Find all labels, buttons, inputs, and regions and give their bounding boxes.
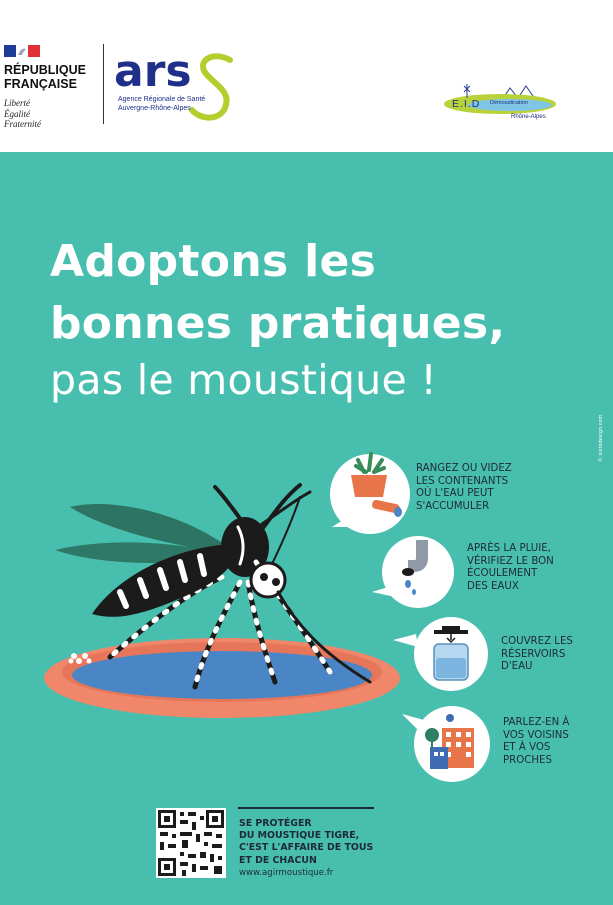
tip-4-text — [503, 717, 603, 767]
tip-2-line: DES EAUX — [467, 580, 519, 592]
footer-divider — [238, 807, 374, 809]
qr-code — [156, 808, 226, 878]
tip-4-line: PROCHES — [503, 754, 552, 766]
tip-3-line: RÉSERVOIRS — [501, 648, 566, 660]
marianne-flag-icon — [4, 45, 40, 57]
tip-4-line: PARLEZ-EN À — [503, 717, 570, 728]
ars-agency-label — [118, 95, 205, 113]
footer-message-line: C'EST L'AFFAIRE DE TOUS — [239, 842, 374, 854]
headline-line-2: bonnes pratiques, — [50, 298, 506, 349]
main-panel — [0, 152, 613, 905]
eid-name: E.I.D — [452, 98, 481, 110]
footer-message — [239, 818, 373, 867]
tip-2-line: ÉCOULEMENT — [467, 568, 538, 579]
ars-wordmark: ars — [114, 48, 192, 97]
tip-4-line: ET À VOS — [503, 742, 551, 753]
headline-line-3: pas le moustique ! — [50, 356, 438, 404]
motto-fraternite: Fraternité — [4, 119, 41, 129]
tip-4-bubble — [402, 706, 490, 782]
illustration — [0, 152, 613, 905]
eid-region: Rhône-Alpes — [511, 114, 546, 120]
header-divider — [103, 44, 104, 124]
footer-message-line: SE PROTÉGER — [239, 818, 312, 829]
website-link[interactable]: www.agirmoustique.fr — [239, 868, 334, 878]
tip-3-line: COUVREZ LES — [501, 636, 573, 647]
motto-egalite: Égalité — [4, 108, 30, 119]
rf-line-1: RÉPUBLIQUE — [4, 63, 86, 77]
footer-message-line: DU MOUSTIQUE TIGRE, — [239, 830, 360, 842]
tip-1-line: LES CONTENANTS — [416, 475, 509, 487]
tip-3-bubble — [393, 617, 488, 691]
tip-4-line: VOS VOISINS — [503, 729, 569, 741]
tip-3-text — [501, 636, 601, 674]
tip-2-text — [467, 543, 587, 593]
eid-subtitle: Démoustication — [490, 100, 528, 106]
headline-line-1: Adoptons les — [50, 236, 377, 287]
tip-1-text — [416, 463, 576, 513]
rf-line-2: FRANÇAISE — [4, 77, 77, 91]
tip-1-line: S'ACCUMULER — [416, 500, 490, 512]
footer-message-line: ET DE CHACUN — [239, 854, 317, 866]
tip-2-line: APRÈS LA PLUIE, — [467, 543, 551, 554]
header-logos — [0, 0, 613, 152]
saucer-illustration — [44, 638, 400, 718]
ars-agency-line-1: Agence Régionale de Santé — [118, 96, 206, 103]
ars-agency-line-2: Auvergne-Rhône-Alpes — [118, 105, 191, 112]
motto-liberte: Liberté — [4, 98, 30, 108]
tip-1-line: OÙ L'EAU PEUT — [416, 488, 494, 499]
rf-motto — [4, 98, 41, 130]
tip-2-line: VÉRIFIEZ LE BON — [467, 555, 554, 567]
credit-label: © sixtodesign.com — [598, 414, 604, 462]
tip-3-line: D'EAU — [501, 661, 533, 672]
tip-1-bubble — [330, 454, 410, 534]
republique-francaise-label — [4, 63, 86, 91]
tip-1-line: RANGEZ OU VIDEZ — [416, 463, 512, 474]
tip-2-bubble — [372, 536, 454, 608]
